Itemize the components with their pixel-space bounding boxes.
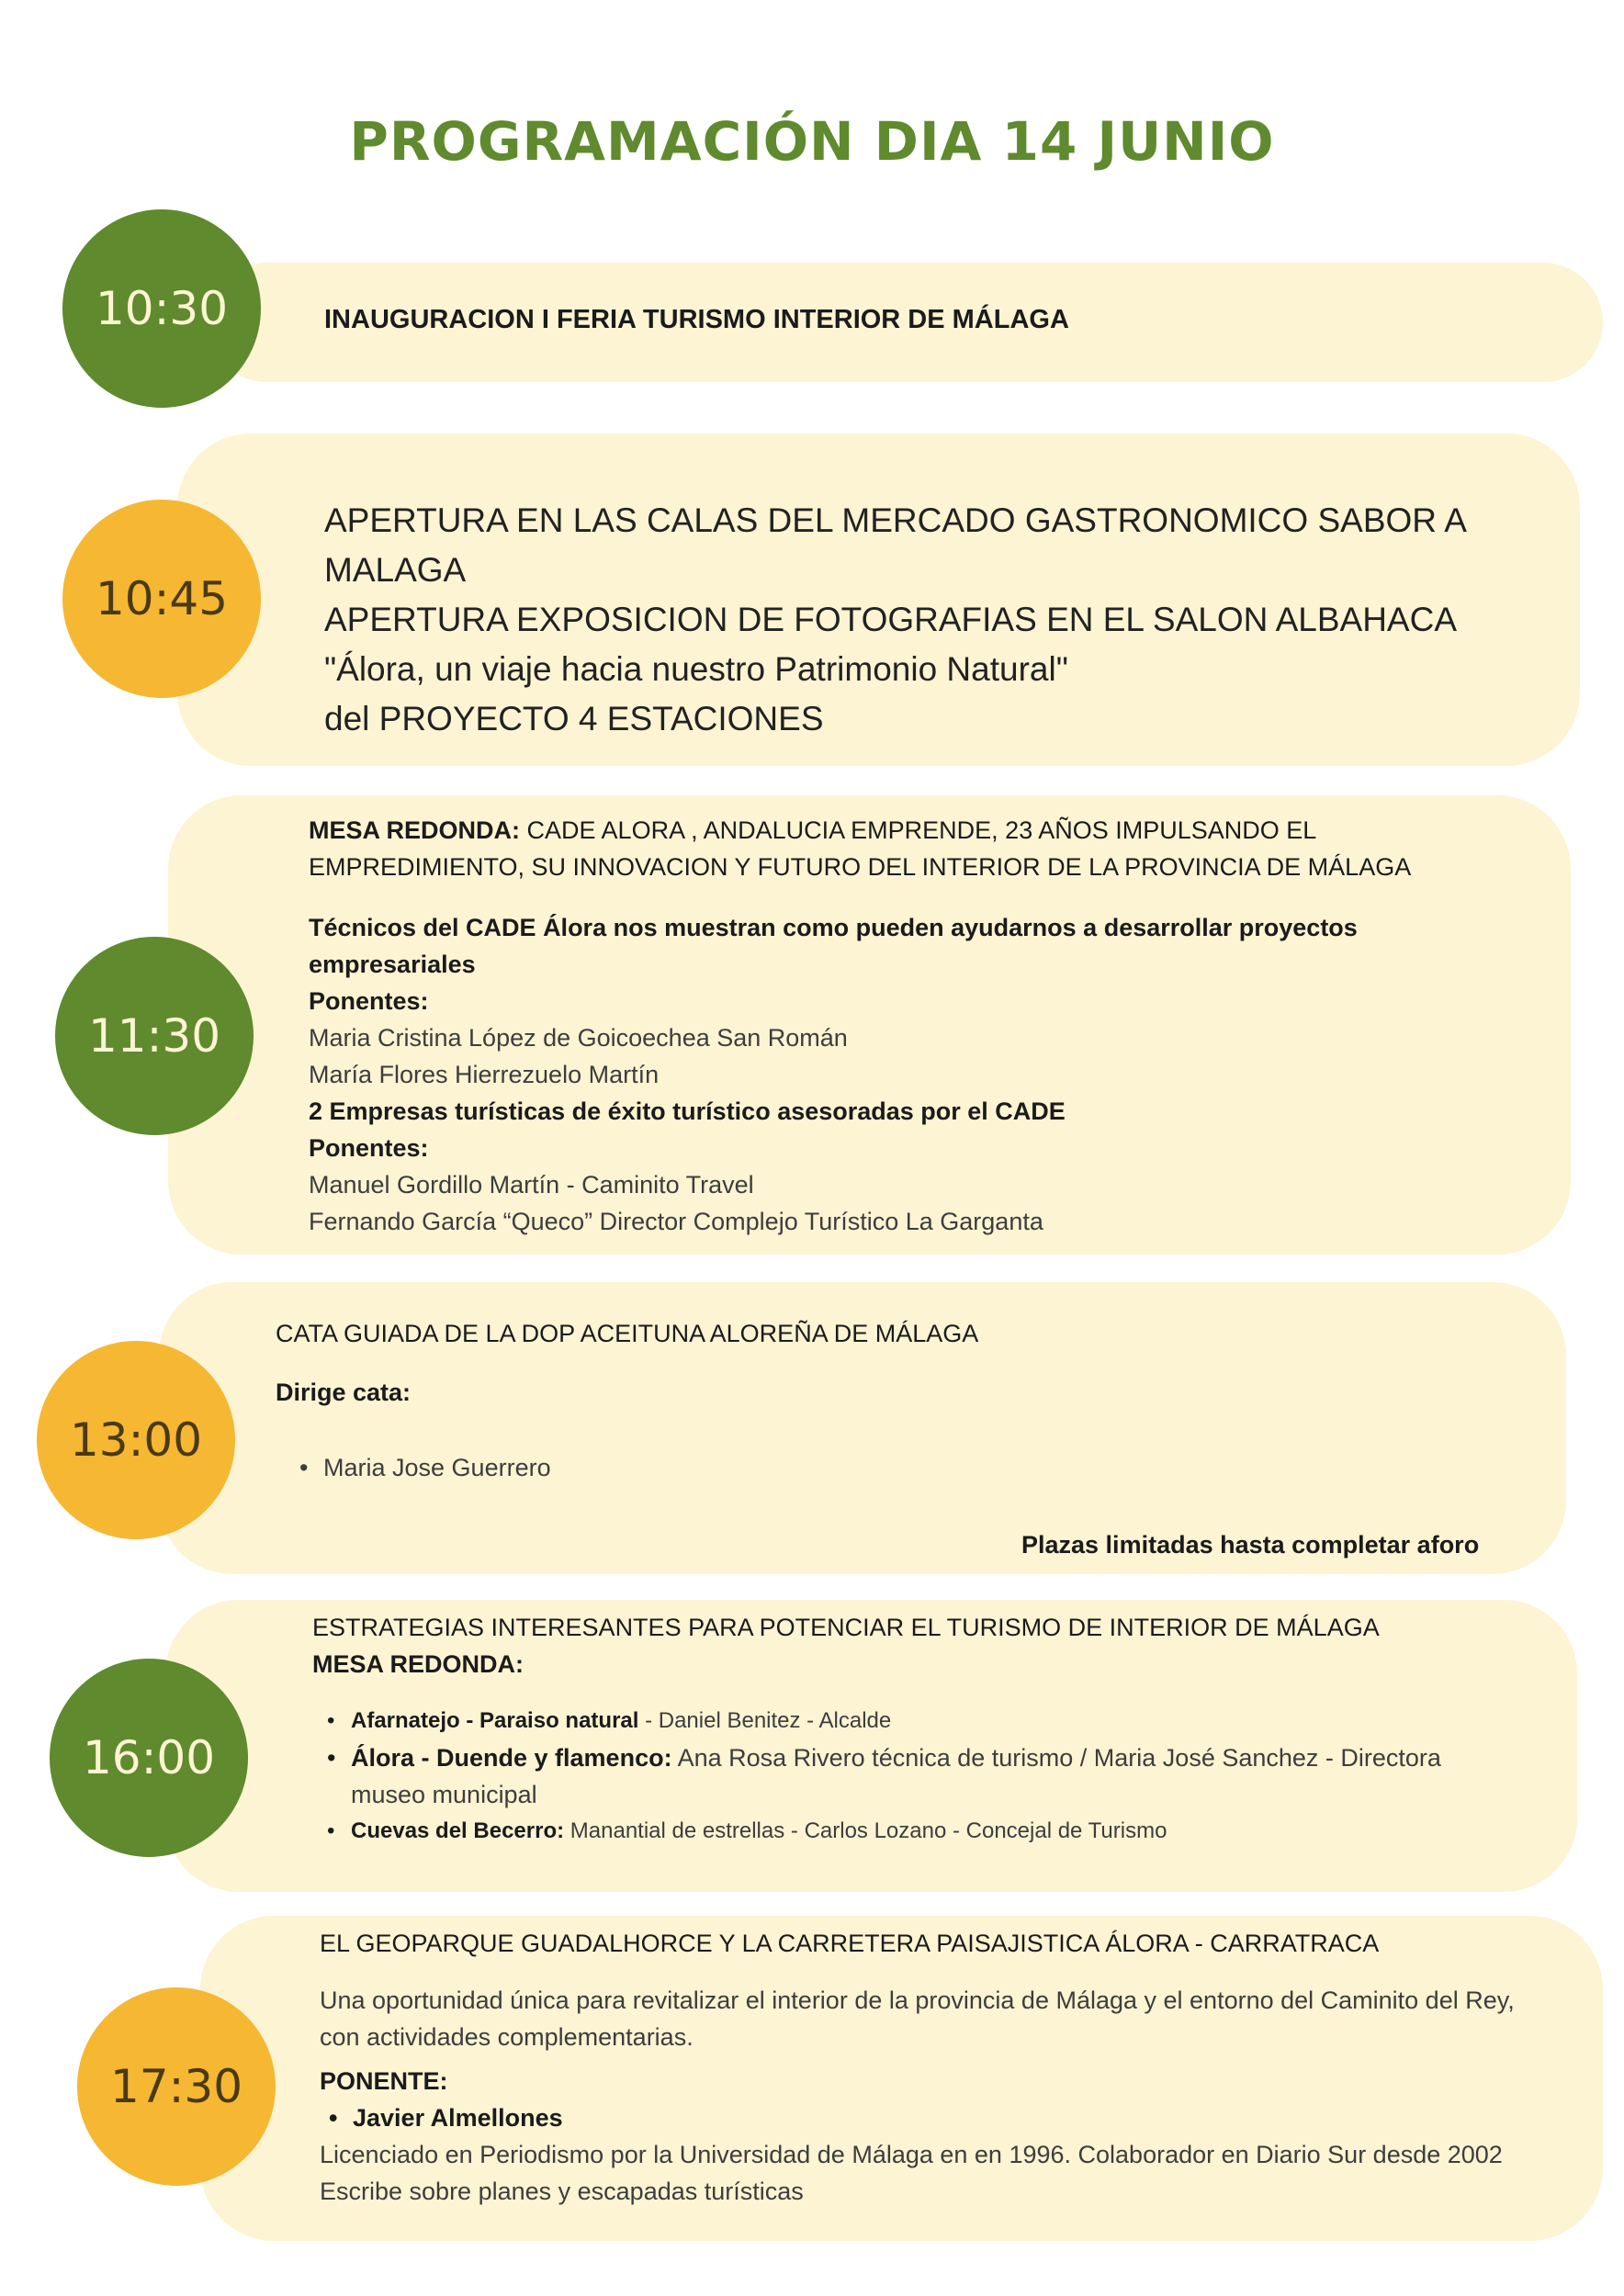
event-line: APERTURA EXPOSICION DE FOTOGRAFIAS EN EL SALON ALBAHACA (324, 601, 1457, 638)
mesa-label: MESA REDONDA: (309, 816, 521, 844)
speaker-name: María Flores Hierrezuelo Martín (309, 1061, 660, 1088)
event-line: "Álora, un viaje hacia nuestro Patrimonio Natural" (324, 650, 1068, 688)
time-badge-1600: 16:00 (50, 1659, 248, 1857)
list-item: • Maria Jose Guerrero (290, 1449, 551, 1486)
subheading: empresariales (309, 951, 476, 978)
time-badge-1730: 17:30 (77, 1987, 276, 2186)
event-heading: CATA GUIADA DE LA DOP ACEITUNA ALOREÑA DE MÁLAGA (276, 1320, 979, 1347)
mesa-text: CADE ALORA , ANDALUCIA EMPRENDE, 23 AÑOS IMPULSANDO EL (520, 816, 1317, 844)
list-item (318, 1703, 1441, 1739)
mesa-label: MESA REDONDA: (312, 1650, 524, 1678)
item-title: Afarnatejo - Paraiso natural (351, 1708, 639, 1733)
person-list (290, 1449, 551, 1486)
description-line: con actividades complementarias. (320, 2023, 694, 2051)
event-heading: EL GEOPARQUE GUADALHORCE Y LA CARRETERA PAISAJISTICA ÁLORA - CARRATRACA (320, 1930, 1380, 1957)
note: Plazas limitadas hasta completar aforo (1021, 1531, 1480, 1559)
event-description (312, 1609, 1380, 1683)
ponente-label: PONENTE: (320, 2067, 448, 2095)
event-description (309, 812, 1411, 1240)
event-line: del PROYECTO 4 ESTACIONES (324, 700, 824, 737)
event-heading: INAUGURACION I FERIA TURISMO INTERIOR DE MÁLAGA (324, 305, 1069, 334)
ponentes-label: Ponentes: (309, 987, 429, 1015)
item-title: Cuevas del Becerro: (351, 1818, 565, 1843)
ponentes-label: Ponentes: (309, 1134, 429, 1162)
time-badge-1045: 10:45 (62, 500, 261, 698)
item-detail: museo municipal (351, 1781, 537, 1808)
speaker-list (318, 1703, 1441, 1850)
item-title: Álora - Duende y flamenco: (351, 1744, 672, 1772)
list-item: • Javier Almellones (320, 2099, 1515, 2136)
speaker-name: Fernando García “Queco” Director Complejo Turístico La Garganta (309, 1208, 1043, 1235)
event-heading: ESTRATEGIAS INTERESANTES PARA POTENCIAR EL TURISMO DE INTERIOR DE MÁLAGA (312, 1614, 1380, 1641)
event-line: APERTURA EN LAS CALAS DEL MERCADO GASTRONOMICO SABOR A (324, 501, 1467, 539)
bio-line: Escribe sobre planes y escapadas turísticas (320, 2178, 804, 2205)
mesa-text: EMPREDIMIENTO, SU INNOVACION Y FUTURO DEL INTERIOR DE LA PROVINCIA DE MÁLAGA (309, 853, 1412, 881)
list-item (318, 1739, 1441, 1813)
event-description (320, 1925, 1515, 2210)
subheading: Técnicos del CADE Álora nos muestran como pueden ayudarnos a desarrollar proyectos (309, 914, 1358, 941)
speaker-name: Maria Cristina López de Goicoechea San Román (309, 1024, 848, 1052)
list-item (318, 1813, 1441, 1850)
speaker-name: Manuel Gordillo Martín - Caminito Travel (309, 1171, 754, 1199)
event-line: MALAGA (324, 551, 467, 589)
bio-line: Licenciado en Periodismo por la Universidad de Málaga en en 1996. Colaborador en Diario Sur desde 2002 (320, 2141, 1503, 2168)
item-detail: Ana Rosa Rivero técnica de turismo / Maria José Sanchez - Directora (671, 1744, 1441, 1772)
item-detail: - Daniel Benitez - Alcalde (638, 1708, 892, 1733)
page-title: PROGRAMACIÓN DIA 14 JUNIO (349, 110, 1275, 173)
time-badge-1300: 13:00 (37, 1341, 235, 1539)
event-description (324, 496, 1467, 744)
subheading: 2 Empresas turísticas de éxito turístico asesoradas por el CADE (309, 1097, 1066, 1125)
dirige-label: Dirige cata: (276, 1379, 412, 1406)
item-detail: Manantial de estrellas - Carlos Lozano - Concejal de Turismo (564, 1818, 1167, 1843)
time-badge-1130: 11:30 (55, 937, 254, 1135)
time-badge-1030: 10:30 (62, 209, 261, 408)
description-line: Una oportunidad única para revitalizar el interior de la provincia de Málaga y el entorno del Caminito del Rey, (320, 1986, 1515, 2014)
